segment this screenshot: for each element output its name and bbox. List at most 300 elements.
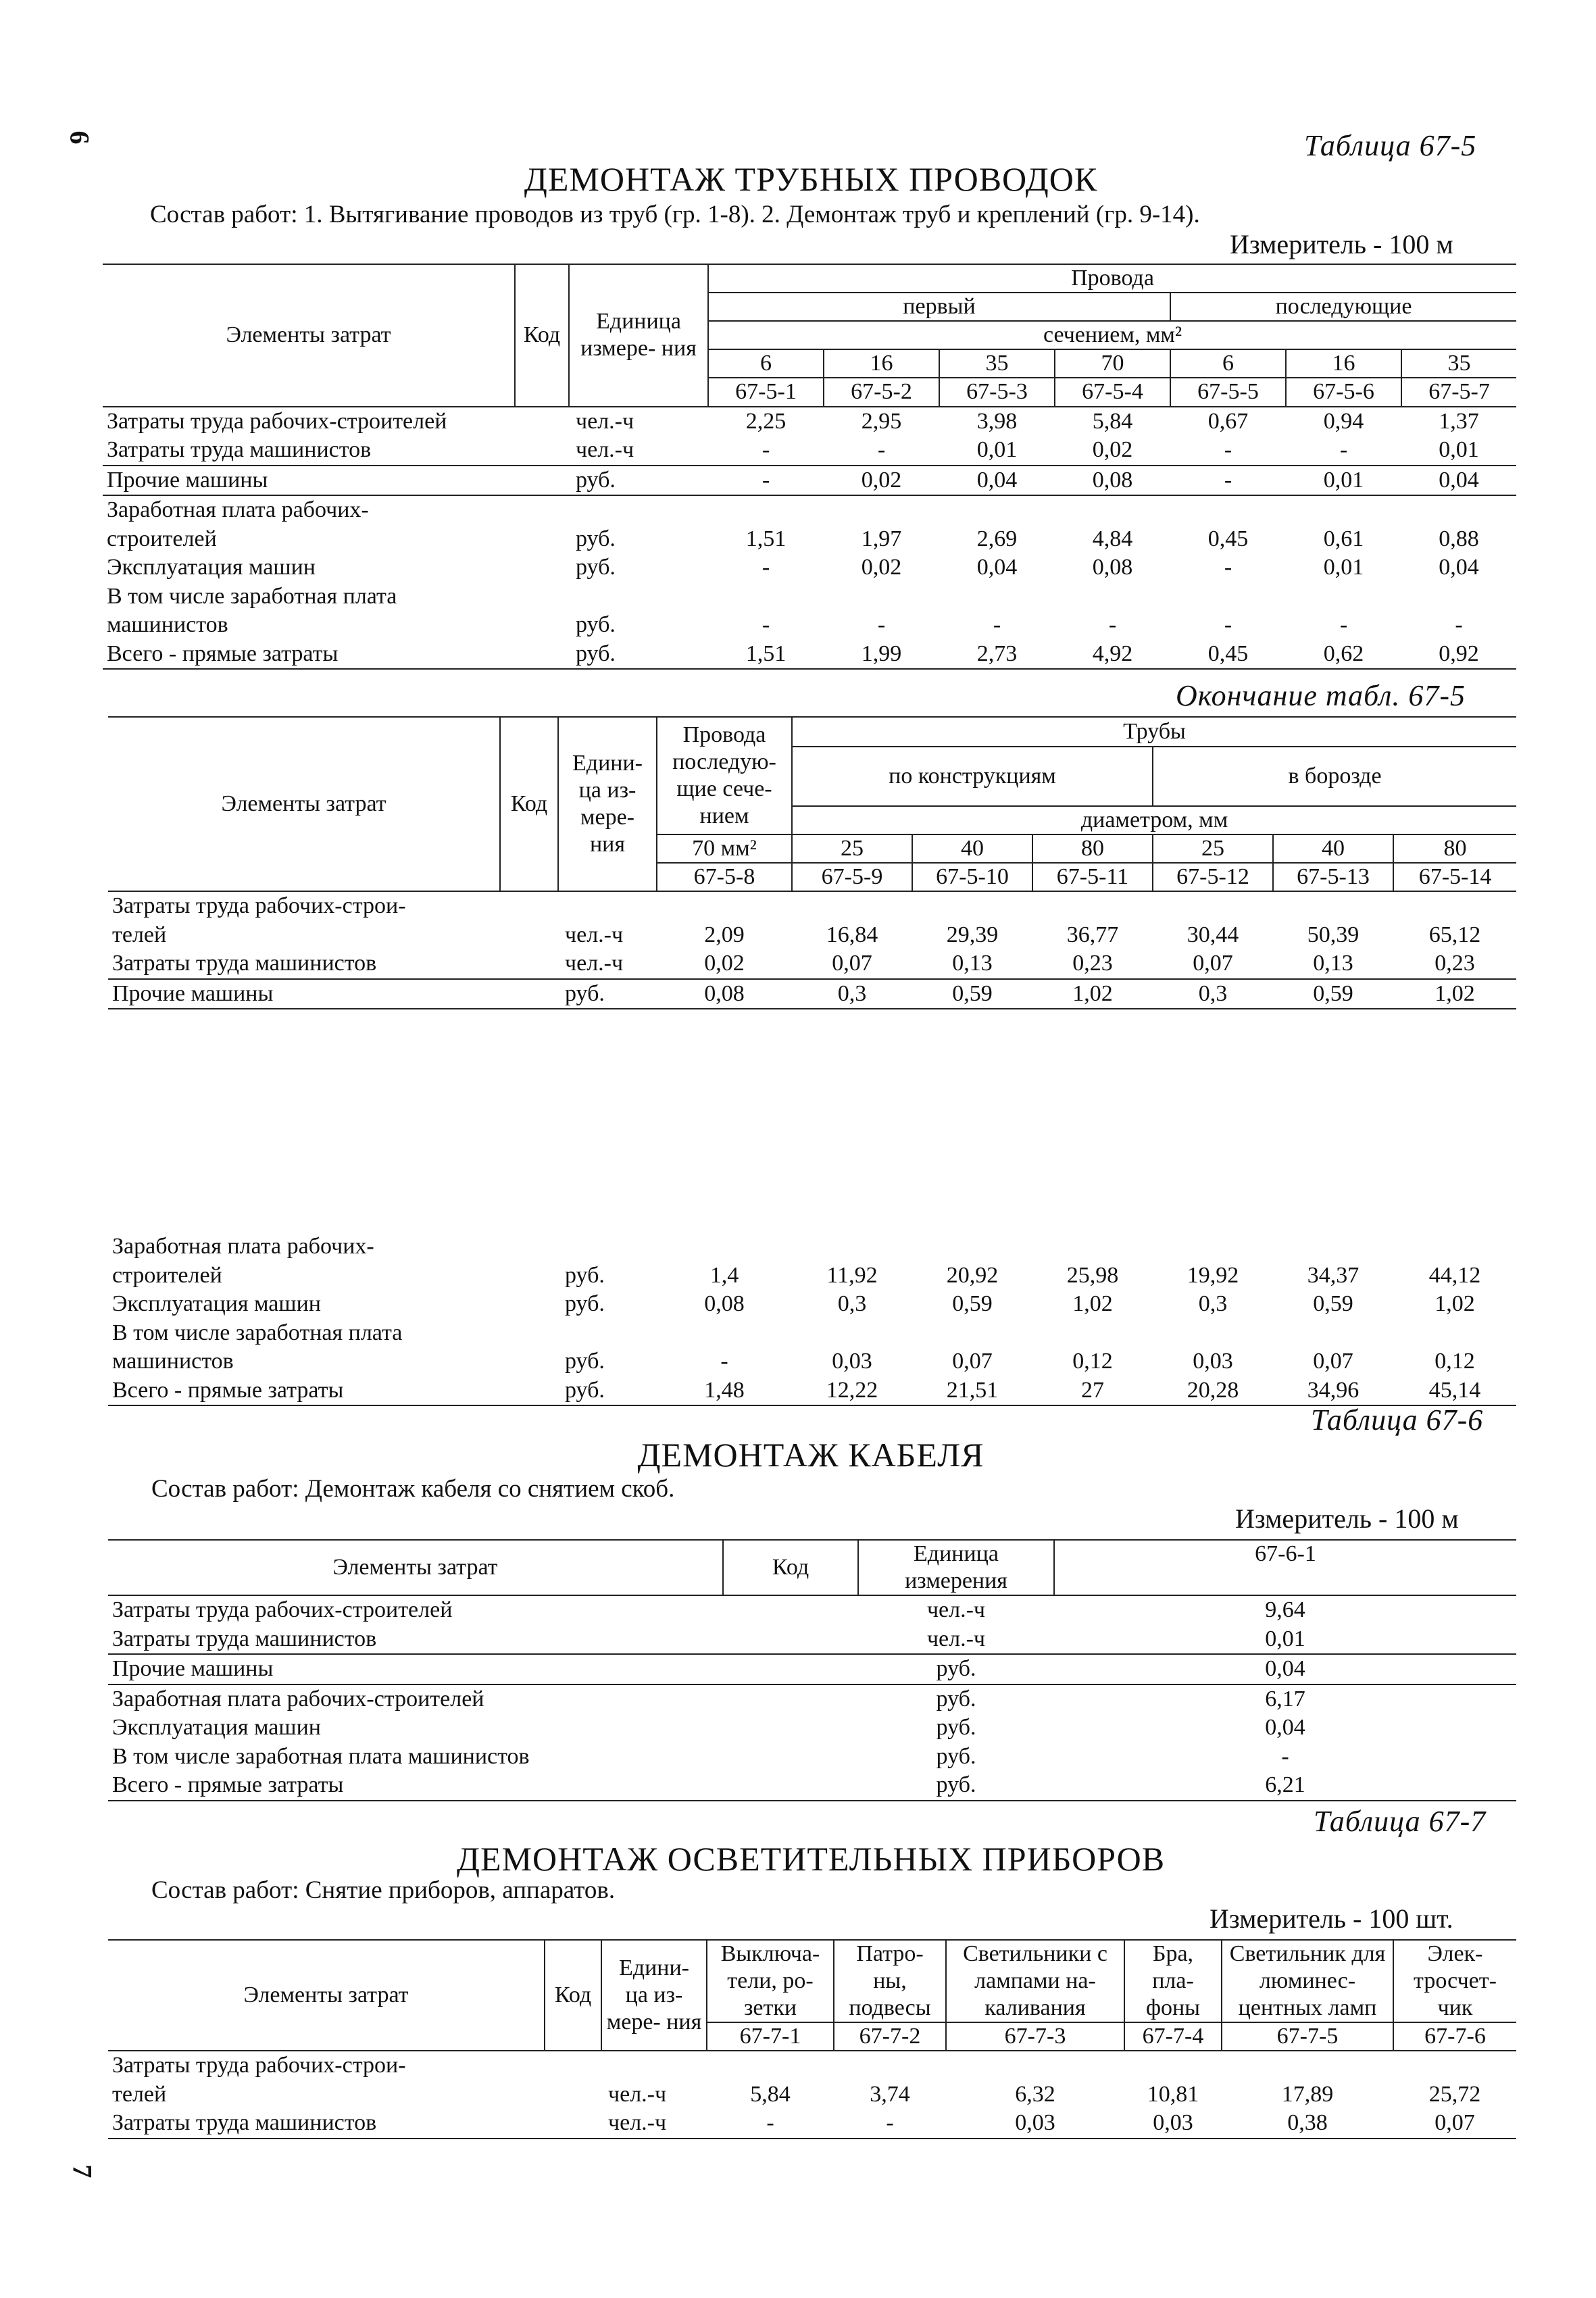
table-cell xyxy=(708,582,824,611)
table-cell: чел.-ч xyxy=(565,922,624,947)
header-code-num: 67-5-6 xyxy=(1286,378,1401,406)
header-code-num: 67-5-12 xyxy=(1153,863,1273,891)
header-unit: Едини- ца из- мере- ния xyxy=(601,1940,707,2051)
table-row xyxy=(108,2109,1516,2139)
table-cell xyxy=(708,495,824,525)
table-cell xyxy=(558,1319,657,1348)
header-code-num: 67-7-1 xyxy=(707,2022,834,2051)
table-cell xyxy=(515,553,569,582)
table-cell-value: 20,92 xyxy=(946,1262,999,1288)
table-cell-value: 0,3 xyxy=(1198,1291,1228,1317)
table-cell: Прочие машины xyxy=(108,979,500,1009)
header-col: 67-6-1 xyxy=(1054,1540,1516,1595)
table-cell-value: 1,02 xyxy=(1032,979,1153,1009)
table-cell xyxy=(500,1262,558,1291)
table-cell xyxy=(558,1009,657,1232)
table-cell-value: - xyxy=(762,612,770,638)
table-cell xyxy=(723,1625,858,1655)
table-row xyxy=(108,921,1516,950)
table-cell xyxy=(558,1232,657,1262)
table-cell-value: 0,08 xyxy=(1092,555,1133,580)
table-row xyxy=(108,1290,1516,1319)
table-cell xyxy=(500,921,558,950)
table-cell-value: 12,22 xyxy=(792,1376,912,1406)
table-cell-value: 0,03 xyxy=(1124,2109,1222,2139)
table-cell xyxy=(1393,1009,1516,1232)
table-cell xyxy=(723,1684,858,1714)
table-cell-value: 0,01 xyxy=(1054,1625,1516,1655)
table-cell xyxy=(500,1009,558,1232)
table-cell-value: 0,3 xyxy=(792,979,912,1009)
table-cell: руб. xyxy=(569,466,708,496)
header-fluorescent: Светильник для люминес- центных ламп xyxy=(1222,1940,1393,2022)
header-subsequent: последующие xyxy=(1170,293,1516,321)
table-row xyxy=(108,1714,1516,1743)
table-cell xyxy=(515,582,569,611)
table-cell-value: 0,03 xyxy=(832,1349,872,1374)
table-cell xyxy=(1401,582,1516,611)
header-wires-size: 70 мм² xyxy=(657,834,792,863)
table-cell xyxy=(723,1654,858,1684)
table-cell: Затраты труда рабочих-строи- xyxy=(112,893,406,919)
table-cell xyxy=(1273,891,1393,921)
table-cell: Всего - прямые затраты xyxy=(108,1771,723,1801)
table-cell-value: руб. xyxy=(858,1771,1054,1801)
table-cell-value: 0,45 xyxy=(1207,526,1249,551)
table-67-5-end xyxy=(108,716,1516,1406)
table-cell-value: - xyxy=(1108,612,1117,638)
table-cell xyxy=(500,1319,558,1348)
table-cell: Прочие машины xyxy=(108,1654,723,1684)
table-cell xyxy=(515,495,569,525)
table-cell xyxy=(1286,495,1401,525)
table-cell: Эксплуатация машин xyxy=(107,555,316,580)
table-row xyxy=(103,436,1516,466)
table-cell-value: - xyxy=(834,2109,946,2139)
table-cell-value: - xyxy=(762,555,770,580)
table-cell xyxy=(1273,1232,1393,1262)
table-cell xyxy=(500,891,558,921)
table-row xyxy=(103,640,1516,670)
table-cell xyxy=(500,1347,558,1376)
header-code: Код xyxy=(723,1540,858,1595)
table-cell xyxy=(500,1290,558,1319)
header-code: Код xyxy=(545,1940,601,2051)
table-cell-value: 4,84 xyxy=(1092,526,1133,551)
header-unit: Единица измерения xyxy=(858,1540,1054,1595)
table-cell: руб. xyxy=(565,1291,605,1317)
table-cell-value: 0,01 xyxy=(1286,466,1401,496)
table-cell-value: 29,39 xyxy=(946,922,999,947)
table-cell-value: - xyxy=(720,1349,728,1374)
header-size: 6 xyxy=(708,349,824,378)
table-cell-value: 10,81 xyxy=(1147,2081,1199,2107)
table-cell-value: 0,02 xyxy=(657,949,792,979)
table-cell-value: 2,73 xyxy=(939,640,1055,670)
table-cell xyxy=(912,891,1032,921)
table-cell-value: - xyxy=(1224,612,1232,638)
table-cell xyxy=(1393,891,1516,921)
table-cell xyxy=(545,2051,601,2080)
table-cell-value: 17,89 xyxy=(1281,2081,1334,2107)
table-cell xyxy=(707,2051,834,2080)
table-row xyxy=(103,466,1516,496)
table-cell: телей xyxy=(112,922,167,947)
table-cell xyxy=(723,1743,858,1772)
table-row xyxy=(103,582,1516,611)
table-cell-value: 0,13 xyxy=(912,949,1032,979)
table-cell-value: 21,51 xyxy=(912,1376,1032,1406)
header-elements: Элементы затрат xyxy=(108,717,500,891)
table-cell-value: - xyxy=(708,466,824,496)
header-code-num: 67-5-1 xyxy=(708,378,824,406)
table-cell xyxy=(723,1771,858,1801)
table-cell-value: - xyxy=(708,436,824,466)
page-number-top: 6 xyxy=(64,130,95,145)
header-sconces: Бра, пла- фоны xyxy=(1124,1940,1222,2022)
table-row xyxy=(103,525,1516,554)
table-67-6-title: ДЕМОНТАЖ КАБЕЛЯ xyxy=(637,1436,984,1474)
table-cell: руб. xyxy=(576,555,616,580)
table-row xyxy=(103,407,1516,436)
table-cell-value: 0,88 xyxy=(1439,526,1479,551)
table-cell xyxy=(500,1232,558,1262)
header-code-num: 67-5-3 xyxy=(939,378,1055,406)
table-cell-value: 1,4 xyxy=(709,1262,739,1288)
table-cell xyxy=(1393,2051,1516,2080)
table-cell: Эксплуатация машин xyxy=(112,1715,321,1741)
table-row xyxy=(108,1347,1516,1376)
header-elements: Элементы затрат xyxy=(103,264,515,407)
table-cell-value: 0,13 xyxy=(1273,949,1393,979)
table-cell: чел.-ч xyxy=(576,408,634,434)
header-size: 80 xyxy=(1393,834,1516,863)
table-row xyxy=(108,1319,1516,1348)
table-cell: Заработная плата рабочих- xyxy=(112,1234,374,1259)
table-cell xyxy=(515,466,569,496)
table-cell xyxy=(500,1376,558,1406)
table-cell xyxy=(545,2109,601,2139)
table-cell: строителей xyxy=(107,526,217,551)
table-cell xyxy=(792,1009,912,1232)
header-code-num: 67-5-2 xyxy=(824,378,939,406)
table-cell xyxy=(1032,1319,1153,1348)
table-cell-value: 0,12 xyxy=(1072,1349,1113,1374)
table-67-6-meter: Измеритель - 100 м xyxy=(1235,1503,1459,1534)
table-cell xyxy=(569,495,708,525)
header-wires: Провода xyxy=(708,264,1516,293)
table-cell-value: 65,12 xyxy=(1428,922,1481,947)
table-row xyxy=(108,2080,1516,2109)
table-cell-value: 16,84 xyxy=(826,922,878,947)
table-cell xyxy=(723,1595,858,1625)
table-cell-value: 0,04 xyxy=(1265,1715,1305,1741)
table-cell xyxy=(1393,1232,1516,1262)
header-code-num: 67-5-9 xyxy=(792,863,912,891)
header-size: 40 xyxy=(1273,834,1393,863)
table-cell-value: 0,08 xyxy=(657,979,792,1009)
table-cell xyxy=(601,2051,707,2080)
header-meter: Элек- тросчет- чик xyxy=(1393,1940,1516,2022)
table-cell-value: 0,38 xyxy=(1222,2109,1393,2139)
table-cell-value: - xyxy=(1455,612,1463,638)
table-cell-value: - xyxy=(877,612,886,638)
table-cell-value: 0,02 xyxy=(861,555,902,580)
header-code: Код xyxy=(515,264,569,407)
table-cell xyxy=(545,2080,601,2109)
table-cell xyxy=(1032,1009,1153,1232)
table-cell-value: 34,37 xyxy=(1307,1262,1360,1288)
table-67-7-ref: Таблица 67-7 xyxy=(1314,1805,1487,1838)
header-code-num: 67-5-7 xyxy=(1401,378,1516,406)
table-cell xyxy=(939,495,1055,525)
table-cell-value: 1,48 xyxy=(657,1376,792,1406)
header-size: 70 xyxy=(1055,349,1170,378)
table-cell-value: - xyxy=(707,2109,834,2139)
header-size: 16 xyxy=(824,349,939,378)
table-cell xyxy=(912,1009,1032,1232)
header-size: 25 xyxy=(792,834,912,863)
table-cell xyxy=(1032,891,1153,921)
table-cell-value: 0,94 xyxy=(1323,408,1364,434)
table-cell-value: 0,23 xyxy=(1393,949,1516,979)
table-cell-value: чел.-ч xyxy=(858,1625,1054,1655)
table-row xyxy=(108,979,1516,1009)
table-cell-value: - xyxy=(1170,466,1286,496)
header-code-num: 67-7-3 xyxy=(946,2022,1124,2051)
header-wires: Провода последую- щие сече- нием xyxy=(657,717,792,834)
table-cell: машинистов xyxy=(107,612,228,638)
table-cell-value: 19,92 xyxy=(1187,1262,1239,1288)
header-sockets: Патро- ны, подвесы xyxy=(834,1940,946,2022)
table-cell-value: руб. xyxy=(936,1715,976,1741)
header-incandescent: Светильники с лампами на- каливания xyxy=(946,1940,1124,2022)
table-cell-value: 0,08 xyxy=(1055,466,1170,496)
table-cell-value: 2,09 xyxy=(704,922,745,947)
table-cell-value: 0,59 xyxy=(1273,979,1393,1009)
table-cell: Затраты труда машинистов xyxy=(108,2109,545,2139)
table-cell-value: 2,95 xyxy=(861,408,902,434)
table-row xyxy=(108,1625,1516,1655)
table-cell: руб. xyxy=(558,979,657,1009)
table-cell xyxy=(834,2051,946,2080)
table-67-5-ref: Таблица 67-5 xyxy=(1304,129,1477,162)
blank-gap xyxy=(108,1009,1516,1232)
table-cell-value: 50,39 xyxy=(1307,922,1360,947)
table-67-5-composition: Состав работ: 1. Вытягивание проводов из труб (гр. 1-8). 2. Демонтаж труб и креплений (гр. 9-14). xyxy=(150,201,1200,228)
table-row xyxy=(108,949,1516,979)
table-cell: строителей xyxy=(112,1262,222,1288)
table-cell-value: 1,37 xyxy=(1439,408,1479,434)
table-cell-value: 5,84 xyxy=(1092,408,1133,434)
header-size: 35 xyxy=(939,349,1055,378)
table-cell xyxy=(1055,495,1170,525)
table-cell: В том числе заработная плата xyxy=(112,1320,403,1345)
header-section: сечением, мм² xyxy=(708,321,1516,349)
table-cell-value: 0,12 xyxy=(1435,1349,1475,1374)
table-cell-value: руб. xyxy=(936,1686,976,1712)
header-diameter: диаметром, мм xyxy=(792,806,1516,834)
table-row xyxy=(108,1595,1516,1625)
table-cell-value: 6,21 xyxy=(1054,1771,1516,1801)
table-cell xyxy=(515,611,569,640)
table-cell-value: 0,07 xyxy=(792,949,912,979)
table-cell-value: 0,04 xyxy=(1054,1654,1516,1684)
table-cell: Всего - прямые затраты xyxy=(103,640,515,670)
header-unit: Едини- ца из- мере- ния xyxy=(558,717,657,891)
table-cell: В том числе заработная плата xyxy=(107,583,397,609)
table-cell xyxy=(1124,2051,1222,2080)
table-cell-value: - xyxy=(993,612,1001,638)
table-cell xyxy=(824,495,939,525)
table-cell-value: 1,51 xyxy=(708,640,824,670)
table-cell-value: 0,62 xyxy=(1286,640,1401,670)
table-cell-value: 3,98 xyxy=(976,408,1018,434)
table-cell-value: 0,03 xyxy=(946,2109,1124,2139)
table-cell: Затраты труда машинистов xyxy=(103,436,515,466)
table-cell: Заработная плата рабочих- xyxy=(107,497,369,523)
table-cell-value: 34,96 xyxy=(1273,1376,1393,1406)
header-code-num: 67-7-4 xyxy=(1124,2022,1222,2051)
table-cell-value: 0,04 xyxy=(1401,466,1516,496)
table-cell-value: 0,01 xyxy=(939,436,1055,466)
table-cell-value: 0,04 xyxy=(1439,555,1479,580)
table-cell-value: 6,17 xyxy=(1265,1686,1305,1712)
table-cell-value: 0,3 xyxy=(837,1291,867,1317)
header-unit: Единица измере- ния xyxy=(569,264,708,407)
table-cell xyxy=(1153,1232,1273,1262)
table-cell-value: 6,32 xyxy=(1015,2081,1055,2107)
table-67-5-meter: Измеритель - 100 м xyxy=(1230,229,1453,259)
table-cell-value: 30,44 xyxy=(1187,922,1239,947)
table-cell: Эксплуатация машин xyxy=(112,1291,321,1317)
table-67-7 xyxy=(108,1939,1516,2139)
table-cell: Всего - прямые затраты xyxy=(108,1376,500,1406)
table-cell xyxy=(723,1714,858,1743)
header-code-num: 67-7-2 xyxy=(834,2022,946,2051)
table-cell-value: 0,03 xyxy=(1193,1349,1233,1374)
table-cell: машинистов xyxy=(112,1349,234,1374)
header-size: 80 xyxy=(1032,834,1153,863)
table-cell: руб. xyxy=(576,526,616,551)
table-cell-value: 1,99 xyxy=(824,640,939,670)
header-size: 6 xyxy=(1170,349,1286,378)
table-cell xyxy=(500,979,558,1009)
table-cell-value: 0,3 xyxy=(1153,979,1273,1009)
table-cell-value: 1,02 xyxy=(1072,1291,1113,1317)
header-size: 16 xyxy=(1286,349,1401,378)
table-cell-value: 0,02 xyxy=(824,466,939,496)
table-cell xyxy=(912,1232,1032,1262)
table-cell-value: - xyxy=(1224,555,1232,580)
table-cell xyxy=(1393,1319,1516,1348)
table-cell-value: 1,02 xyxy=(1393,979,1516,1009)
table-cell: руб. xyxy=(558,1376,657,1406)
table-cell-value: 1,02 xyxy=(1435,1291,1475,1317)
table-cell: Затраты труда рабочих-строителей xyxy=(107,408,447,434)
table-cell-value: 25,98 xyxy=(1066,1262,1119,1288)
table-cell xyxy=(1401,495,1516,525)
table-cell-value: чел.-ч xyxy=(926,1597,986,1623)
table-cell: Затраты труда машинистов xyxy=(108,949,500,979)
table-cell: чел.-ч xyxy=(608,2081,667,2107)
table-cell xyxy=(792,1319,912,1348)
table-cell xyxy=(1170,582,1286,611)
table-cell: чел.-ч xyxy=(601,2109,707,2139)
table-cell: Затраты труда рабочих-строителей xyxy=(112,1597,453,1623)
table-cell-value: 4,92 xyxy=(1055,640,1170,670)
table-67-6-ref: Таблица 67-6 xyxy=(1311,1403,1484,1437)
table-cell xyxy=(657,1009,792,1232)
table-cell xyxy=(824,582,939,611)
table-cell xyxy=(1055,582,1170,611)
table-cell xyxy=(1153,1009,1273,1232)
header-elements: Элементы затрат xyxy=(108,1940,545,2051)
table-row xyxy=(108,2051,1516,2080)
table-cell-value: руб. xyxy=(858,1654,1054,1684)
table-cell xyxy=(558,891,657,921)
table-row xyxy=(108,1654,1516,1684)
table-row xyxy=(108,1232,1516,1262)
table-67-5-end-ref: Окончание табл. 67-5 xyxy=(1176,679,1466,712)
table-cell xyxy=(657,1232,792,1262)
table-cell xyxy=(1170,495,1286,525)
table-cell: Затраты труда рабочих-строи- xyxy=(112,2053,406,2078)
header-code-num: 67-5-5 xyxy=(1170,378,1286,406)
table-cell: руб. xyxy=(576,612,616,638)
table-row xyxy=(103,553,1516,582)
table-row xyxy=(108,1771,1516,1801)
header-code-num: 67-7-6 xyxy=(1393,2022,1516,2051)
table-cell xyxy=(515,436,569,466)
table-cell xyxy=(500,949,558,979)
header-in-groove: в борозде xyxy=(1153,747,1516,806)
table-cell: руб. xyxy=(565,1349,605,1374)
table-row xyxy=(108,1684,1516,1714)
table-cell-value: 0,01 xyxy=(1401,436,1516,466)
table-cell: В том числе заработная плата машинистов xyxy=(112,1743,530,1769)
table-cell-value: 25,72 xyxy=(1428,2081,1481,2107)
table-cell: руб. xyxy=(569,640,708,670)
page-number-bottom: 7 xyxy=(67,2164,98,2178)
table-cell xyxy=(1273,1009,1393,1232)
table-cell-value: 1,51 xyxy=(745,526,787,551)
table-cell xyxy=(912,1319,1032,1348)
table-cell xyxy=(946,2051,1124,2080)
table-cell-value: 27 xyxy=(1032,1376,1153,1406)
table-row xyxy=(108,1743,1516,1772)
table-cell: руб. xyxy=(565,1262,605,1288)
header-code-num: 67-5-11 xyxy=(1032,863,1153,891)
table-cell xyxy=(1273,1319,1393,1348)
table-67-6-composition: Состав работ: Демонтаж кабеля со снятием скоб. xyxy=(151,1475,675,1503)
table-cell-value: 0,08 xyxy=(704,1291,745,1317)
table-cell xyxy=(1286,582,1401,611)
header-code-num: 67-5-4 xyxy=(1055,378,1170,406)
table-cell-value: 0,23 xyxy=(1032,949,1153,979)
header-size: 25 xyxy=(1153,834,1273,863)
table-cell: Прочие машины xyxy=(103,466,515,496)
table-cell-value: - xyxy=(1286,436,1401,466)
table-cell-value: 0,67 xyxy=(1207,408,1249,434)
table-cell xyxy=(657,1319,792,1348)
table-cell-value: 0,92 xyxy=(1401,640,1516,670)
table-67-5 xyxy=(103,264,1516,670)
header-code-num: 67-5-14 xyxy=(1393,863,1516,891)
table-cell-value: 0,02 xyxy=(1055,436,1170,466)
table-cell-value: 2,25 xyxy=(745,408,787,434)
header-code-num: 67-5-8 xyxy=(657,863,792,891)
